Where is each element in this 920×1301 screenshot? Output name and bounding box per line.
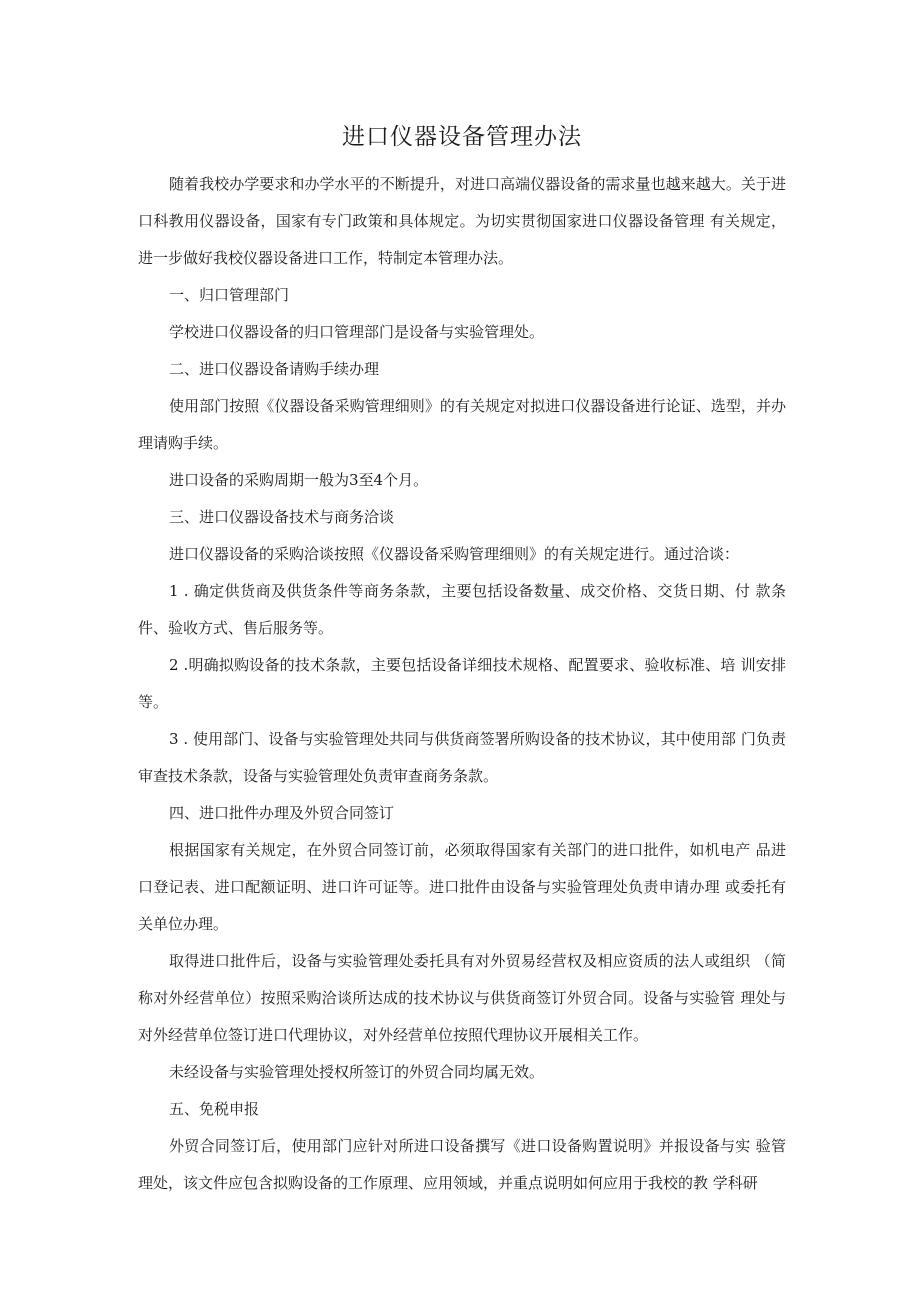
body-paragraph: 进口仪器设备的采购洽谈按照《仪器设备采购管理细则》的有关规定进行。通过洽谈： xyxy=(169,545,740,563)
body-paragraph: 外贸合同签订后，使用部门应针对所进口设备撰写《进口设备购置说明》并报设备与实 验管理处，该文件应包含拟购设备的工作原理、应用领域，并重点说明如何应用于我校的教 学科研 xyxy=(138,1137,786,1192)
body-paragraph: 随着我校办学要求和办学水平的不断提升，对进口高端仪器设备的需求量也越来越大。关于进口科教用仪器设备，国家有专门政策和具体规定。为切实贯彻国家进口仪器设备管理 有关规定，进一步做好我校仪器设备进口工作，特制定本管理办法。 xyxy=(138,175,786,267)
document-page xyxy=(138,118,786,1202)
section-heading: 二、进口仪器设备请购手续办理 xyxy=(169,360,380,378)
section-heading: 五、免税申报 xyxy=(169,1100,260,1118)
body-paragraph: 学校进口仪器设备的归口管理部门是设备与实验管理处。 xyxy=(169,323,545,341)
body-paragraph: 进口设备的采购周期一般为3至4个月。 xyxy=(169,471,429,489)
section-heading: 四、进口批件办理及外贸合同签订 xyxy=(169,804,395,822)
body-paragraph: 2 .明确拟购设备的技术条款，主要包括设备详细技术规格、配置要求、验收标准、培 训安排等。 xyxy=(138,656,786,711)
section-heading: 三、进口仪器设备技术与商务洽谈 xyxy=(169,508,395,526)
document-body xyxy=(138,166,786,1202)
body-paragraph: 未经设备与实验管理处授权所签订的外贸合同均属无效。 xyxy=(169,1063,545,1081)
body-paragraph: 3 . 使用部门、设备与实验管理处共同与供货商签署所购设备的技术协议，其中使用部 门负责审查技术条款，设备与实验管理处负责审查商务条款。 xyxy=(138,730,786,785)
body-paragraph: 1 . 确定供货商及供货条件等商务条款，主要包括设备数量、成交价格、交货日期、付 款条件、验收方式、售后服务等。 xyxy=(138,582,786,637)
body-paragraph: 取得进口批件后，设备与实验管理处委托具有对外贸易经营权及相应资质的法人或组织 （简称对外经营单位）按照采购洽谈所达成的技术协议与供货商签订外贸合同。设备与实验管 理处与对外经营单位签订进口代理协议，对外经营单位按照代理协议开展相关工作。 xyxy=(138,952,786,1044)
body-paragraph: 根据国家有关规定，在外贸合同签订前，必须取得国家有关部门的进口批件，如机电产 品进口登记表、进口配额证明、进口许可证等。进口批件由设备与实验管理处负责申请办理 或委托有关单位办理。 xyxy=(138,841,786,933)
section-heading: 一、归口管理部门 xyxy=(169,286,290,304)
body-paragraph: 使用部门按照《仪器设备采购管理细则》的有关规定对拟进口仪器设备进行论证、选型，并办理请购手续。 xyxy=(138,397,786,452)
document-title: 进口仪器设备管理办法 xyxy=(342,124,582,150)
